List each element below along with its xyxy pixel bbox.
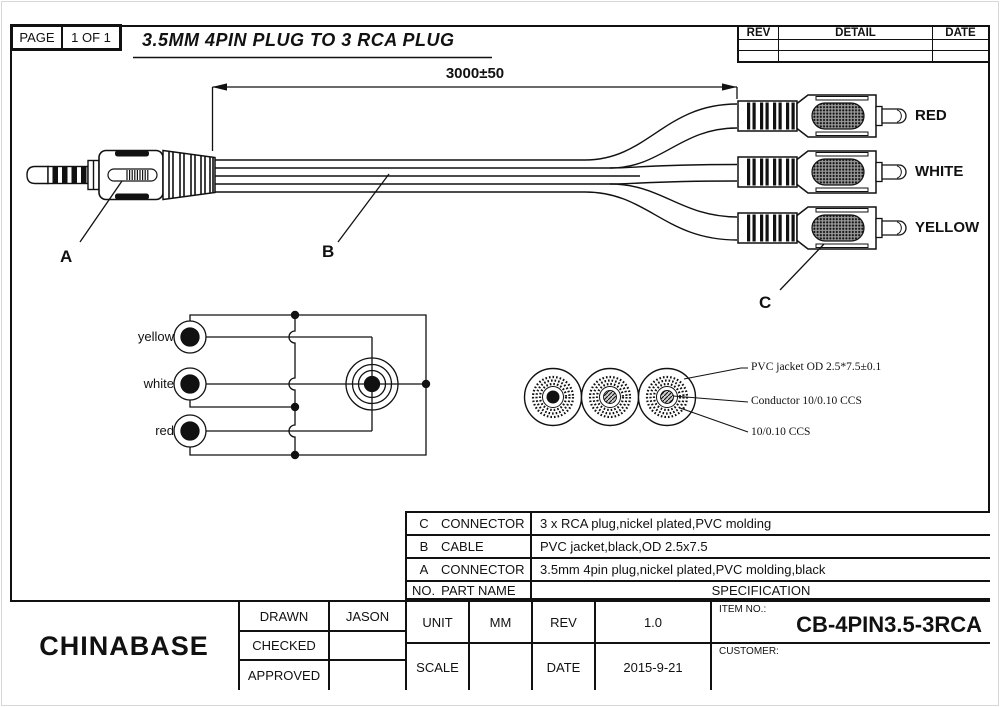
revision-table xyxy=(737,25,990,63)
parts-header-row xyxy=(407,582,990,598)
page-title: 3.5MM 4PIN PLUG TO 3 RCA PLUG xyxy=(142,30,455,50)
part-name: CABLE xyxy=(441,539,484,554)
scale-value xyxy=(470,644,533,690)
item-no-value: CB-4PIN3.5-3RCA xyxy=(796,612,982,637)
date-value: 2015-9-21 xyxy=(623,659,683,675)
company-name: CHINABASE xyxy=(10,602,240,690)
page-label: PAGE xyxy=(13,27,63,48)
schematic-label-white: white xyxy=(143,376,174,391)
part-spec: 3 x RCA plug,nickel plated,PVC molding xyxy=(540,516,772,531)
part-spec: PVC jacket,black,OD 2.5x7.5 xyxy=(540,539,708,554)
plug-3-5mm xyxy=(27,151,215,200)
item-no-label: ITEM NO.: xyxy=(719,604,767,615)
schematic-label-red: red xyxy=(155,423,174,438)
cable-cross-section xyxy=(525,368,749,432)
part-spec: 3.5mm 4pin plug,nickel plated,PVC molding,black xyxy=(540,562,826,577)
dimension-3000 xyxy=(212,83,737,151)
rev-label: REV xyxy=(533,602,596,642)
rev-col-header: REV xyxy=(739,27,779,39)
rca-label-yellow: YELLOW xyxy=(915,219,980,236)
callout-c: C xyxy=(759,293,772,312)
callout-b: B xyxy=(322,242,335,261)
page-value: 1 OF 1 xyxy=(71,30,111,45)
detail-col-header: DETAIL xyxy=(779,27,933,39)
rev-row-empty xyxy=(739,51,988,62)
part-no: C xyxy=(419,516,429,531)
parts-row-c xyxy=(407,513,990,536)
rca-label-red: RED xyxy=(915,107,947,124)
date-label: DATE xyxy=(533,644,596,690)
drawn-label: DRAWN xyxy=(240,602,330,630)
specification-header: SPECIFICATION xyxy=(711,582,811,598)
dimension-text: 3000±50 xyxy=(445,65,505,82)
cross-section-label-ccs: 10/0.10 CCS xyxy=(751,426,811,438)
approved-label: APPROVED xyxy=(240,661,330,690)
title-block xyxy=(10,600,990,688)
unit-value: MM xyxy=(470,602,533,642)
parts-table xyxy=(405,511,990,600)
cable xyxy=(215,104,737,240)
approved-value xyxy=(330,661,405,690)
cross-section-label-conductor: Conductor 10/0.10 CCS xyxy=(751,395,862,407)
page-box xyxy=(10,24,122,51)
wiring-schematic xyxy=(174,311,430,459)
part-no: B xyxy=(419,539,429,554)
callout-a: A xyxy=(60,247,73,266)
checked-label: CHECKED xyxy=(240,632,330,659)
part-name-header: PART NAME xyxy=(441,582,516,598)
part-name: CONNECTOR xyxy=(441,562,525,577)
parts-row-b xyxy=(407,536,990,559)
date-col-header: DATE xyxy=(945,27,976,39)
scale-label: SCALE xyxy=(407,644,470,690)
schematic-label-yellow: yellow xyxy=(137,329,174,344)
checked-value xyxy=(330,632,405,659)
rca-label-white: WHITE xyxy=(915,163,964,180)
drawn-value: JASON xyxy=(345,608,390,624)
part-name: CONNECTOR xyxy=(441,516,525,531)
part-no: A xyxy=(419,562,429,577)
unit-label: UNIT xyxy=(407,602,470,642)
rca-plugs xyxy=(738,95,906,249)
no-header: NO. xyxy=(412,582,436,598)
cross-section-label-jacket: PVC jacket OD 2.5*7.5±0.1 xyxy=(751,361,882,373)
rev-value: 1.0 xyxy=(643,614,663,630)
customer-label: CUSTOMER: xyxy=(719,646,779,657)
rev-row-empty xyxy=(739,40,988,51)
parts-row-a xyxy=(407,559,990,582)
